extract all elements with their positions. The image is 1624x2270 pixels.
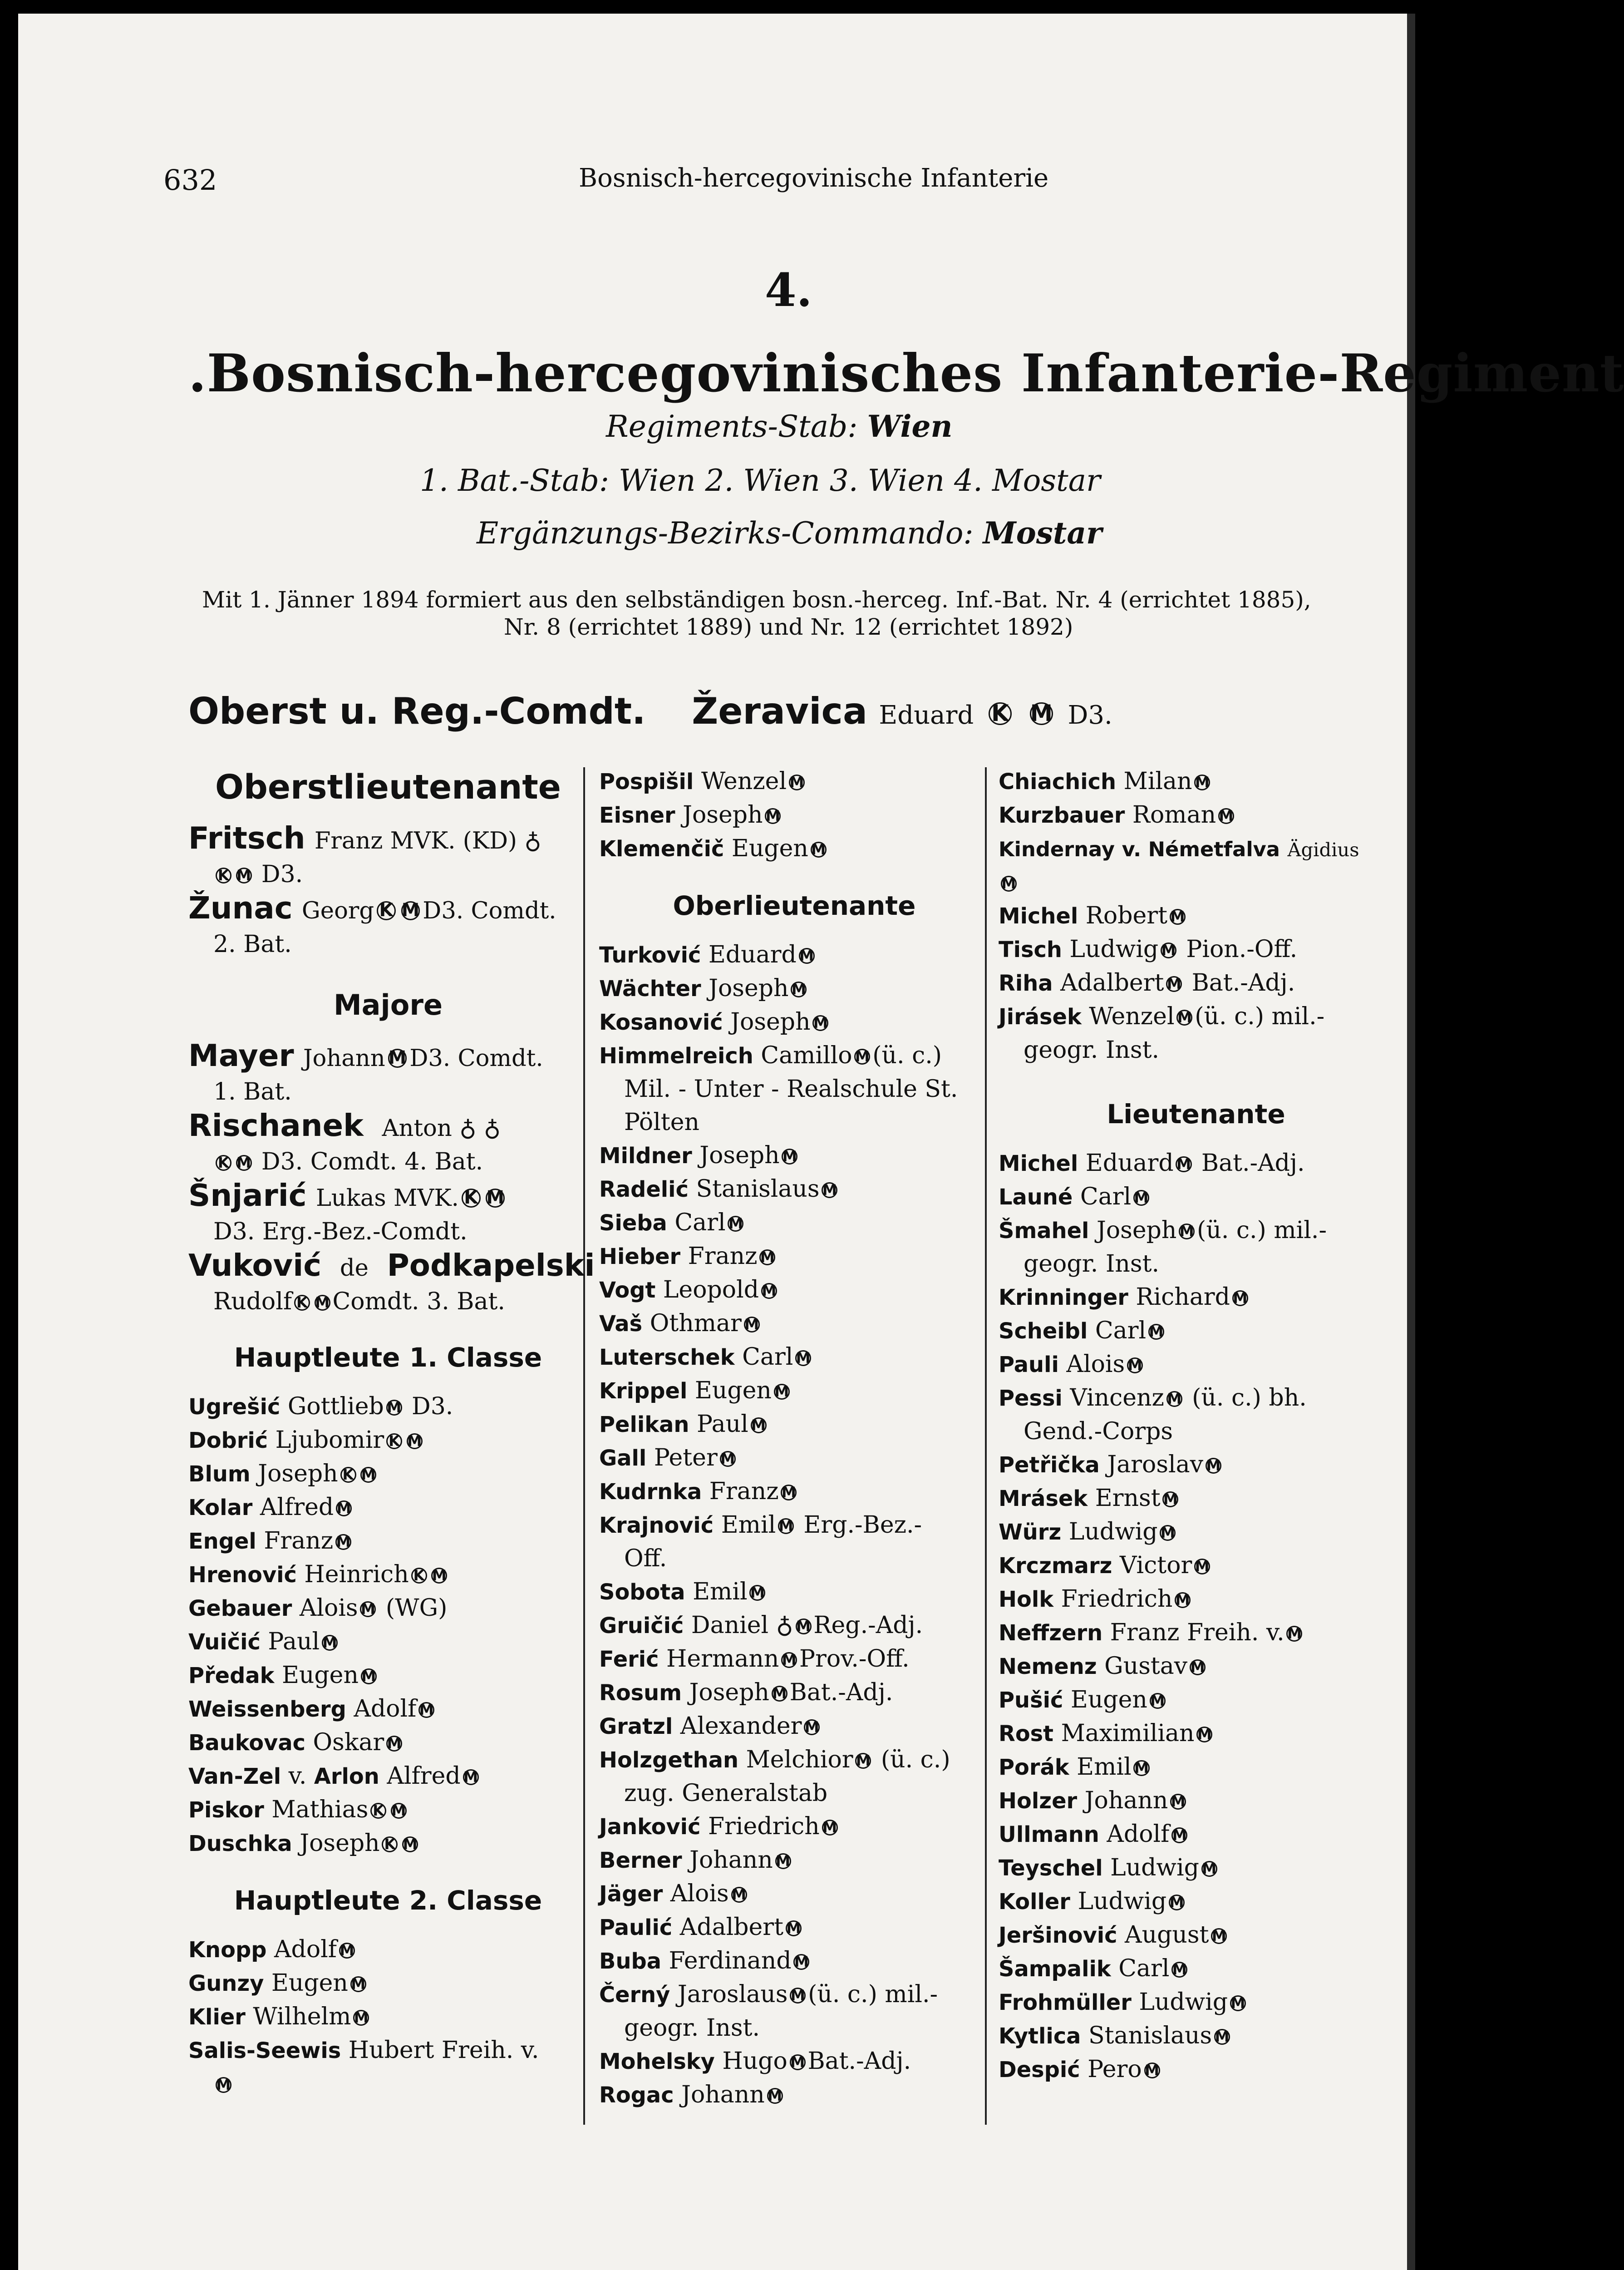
m-mark-icon: M <box>799 947 814 965</box>
m-mark-icon: M <box>789 774 804 791</box>
m-mark-icon: M <box>1160 1524 1175 1542</box>
list-item: Ferić Hermann M Prov.-Off. <box>599 1645 910 1673</box>
list-item: Turković Eduard M <box>599 941 814 968</box>
intro-line-1: Mit 1. Jänner 1894 formiert aus den selbständigen bosn.-herceg. Inf.-Bat. Nr. 4 (errichtet 1885), <box>202 587 1311 613</box>
stab-place: Wien <box>867 409 953 444</box>
m-mark-icon: M <box>822 1819 837 1836</box>
erg-commando <box>477 515 1102 551</box>
list-item: Rosum Joseph M Bat.-Adj. <box>599 1679 893 1706</box>
heading-lieutenante: Lieutenante <box>1107 1099 1285 1130</box>
list-item: Gebauer Alois M (WG) <box>188 1594 448 1622</box>
m-mark-icon: M <box>1179 1223 1194 1240</box>
list-item: Eisner Joseph M <box>599 801 780 829</box>
m-mark-icon: M <box>236 867 251 884</box>
m-mark-icon: M <box>750 1584 765 1602</box>
m-mark-icon: M <box>751 1416 766 1434</box>
list-item: Ugrešić Gottlieb M D3. <box>188 1393 453 1420</box>
regiment-number: 4. <box>765 263 812 317</box>
m-mark-icon: M <box>360 1600 375 1618</box>
list-item: Gratzl Alexander M <box>599 1712 819 1740</box>
list-item: Tisch Ludwig M Pion.-Off. <box>999 936 1298 963</box>
list-item: Pospišil Wenzel M <box>599 768 804 795</box>
m-mark-icon: M <box>1172 1961 1187 1979</box>
m-mark-icon: M <box>791 981 806 998</box>
k-mark-icon: K <box>382 1836 398 1852</box>
m-mark-icon: M <box>1145 2062 1160 2079</box>
list-item: Radelić Stanislaus M <box>599 1175 837 1203</box>
list-item-cont <box>999 866 1393 899</box>
list-item-cont: geogr. Inst. <box>1024 1250 1159 1278</box>
m-mark-icon: M <box>1195 1558 1210 1575</box>
list-item-cont: geogr. Inst. <box>624 2014 760 2042</box>
list-item: Holk Friedrich M <box>999 1585 1190 1613</box>
m-mark-icon: M <box>1161 942 1176 959</box>
list-item: Mayer Johann M D3. Comdt. <box>188 1038 543 1073</box>
list-item: Gunzy Eugen M <box>188 1969 366 1997</box>
heading-oberstlieutenante: Oberstlieutenante <box>215 768 561 807</box>
list-item-cont: K M D3. <box>188 859 588 890</box>
list-item: Kolar Alfred M <box>188 1494 351 1521</box>
m-mark-icon: M <box>1233 1289 1248 1307</box>
m-mark-icon: M <box>762 1282 777 1300</box>
list-item: Krczmarz Victor M <box>999 1552 1210 1579</box>
commander-line <box>188 690 1112 732</box>
list-item: Petřička Jaroslav M <box>999 1451 1221 1478</box>
commander-surname: Žeravica <box>692 690 867 732</box>
list-item: Weissenberg Adolf M <box>188 1695 434 1722</box>
m-mark-icon: M <box>1171 1793 1186 1811</box>
list-item: Jäger Alois M <box>599 1880 747 1907</box>
m-mark-icon: M <box>1206 1457 1221 1475</box>
heading-hauptleute-1: Hauptleute 1. Classe <box>234 1342 542 1373</box>
k-mark-icon: K <box>386 1433 402 1449</box>
list-item: Dobrić Ljubomir K M <box>188 1426 422 1454</box>
m-mark-icon: M <box>1219 807 1234 825</box>
list-item: Šnjarić Lukas MVK. K M <box>188 1178 504 1213</box>
list-item: Janković Friedrich M <box>599 1813 837 1840</box>
column-3 <box>999 765 1393 2087</box>
m-mark-icon: M <box>794 1953 809 1971</box>
m-mark-icon: M <box>1197 1726 1212 1743</box>
list-item: Ullmann Adolf M <box>999 1821 1187 1848</box>
m-mark-icon: M <box>856 1752 871 1770</box>
m-mark-icon: M <box>407 1432 422 1450</box>
m-mark-icon: M <box>776 1852 791 1870</box>
k-mark-icon: K <box>411 1568 427 1584</box>
list-item: Rischanek Anton ♁ ♁ <box>188 1108 501 1143</box>
m-mark-icon: M <box>463 1768 478 1786</box>
m-mark-icon: M <box>1170 908 1185 926</box>
m-mark-icon: M <box>1190 1658 1205 1676</box>
list-item: Knopp Adolf M <box>188 1936 354 1963</box>
m-mark-icon: M <box>432 1567 447 1584</box>
list-item: Kosanović Joseph M <box>599 1008 828 1036</box>
m-mark-icon: M <box>786 1920 801 1937</box>
list-item: Mildner Joseph M <box>599 1142 797 1169</box>
list-item: Vogt Leopold M <box>599 1276 777 1303</box>
m-mark-icon: M <box>387 1399 402 1416</box>
m-mark-icon: M <box>731 1886 747 1904</box>
m-mark-icon: M <box>391 1802 406 1820</box>
m-mark-icon: M <box>401 900 420 921</box>
m-mark-icon: M <box>768 2087 782 2105</box>
m-mark-icon: M <box>351 1975 366 1993</box>
list-item: Piskor Mathias K M <box>188 1796 406 1823</box>
commander-suffix: D3. <box>1068 701 1112 730</box>
m-mark-icon: M <box>1215 2028 1230 2046</box>
intro-line-2: Nr. 8 (errichtet 1889) und Nr. 12 (errichtet 1892) <box>504 614 1073 640</box>
list-item: Luterschek Carl M <box>599 1343 811 1371</box>
list-item: Žunac Georg K M D3. Comdt. <box>188 890 556 926</box>
m-mark-icon: M <box>796 1349 811 1367</box>
list-item-cont: Rudolf K M Comdt. 3. Bat. <box>213 1288 505 1315</box>
list-item-cont: D3. Erg.-Bez.-Comdt. <box>213 1218 468 1245</box>
list-item: Paulić Adalbert M <box>599 1914 801 1941</box>
list-item: Klemenčič Eugen M <box>599 835 826 862</box>
list-item: Pušić Eugen M <box>999 1686 1165 1713</box>
k-mark-icon: K <box>989 702 1012 725</box>
list-item: Michel Robert M <box>999 902 1185 929</box>
m-mark-icon: M <box>782 1148 797 1165</box>
bat-stab: 1. Bat.-Stab: Wien 2. Wien 3. Wien 4. Mostar <box>420 463 1101 498</box>
m-mark-icon: M <box>419 1701 434 1719</box>
list-item: Chiachich Milan M <box>999 768 1210 795</box>
list-item: Hieber Franz M <box>599 1243 775 1270</box>
list-item: Klier Wilhelm M <box>188 2003 369 2030</box>
list-item: Gruičić Daniel ♁ M Reg.-Adj. <box>599 1612 923 1639</box>
m-mark-icon: M <box>216 2076 231 2094</box>
list-item: Šampalik Carl M <box>999 1955 1187 1982</box>
m-mark-icon: M <box>774 1383 789 1401</box>
k-mark-icon: K <box>377 901 396 920</box>
list-item: Krippel Eugen M <box>599 1377 789 1404</box>
list-item: Šmahel Joseph M (ü. c.) mil.- <box>999 1217 1327 1244</box>
m-mark-icon: M <box>361 1668 376 1685</box>
list-item-cont: K M D3. Comdt. 4. Bat. <box>188 1146 588 1178</box>
heading-majore: Majore <box>333 988 443 1022</box>
column-1 <box>188 765 595 2101</box>
m-mark-icon: M <box>778 1517 793 1535</box>
m-mark-icon: M <box>781 1484 796 1501</box>
list-item: Michel Eduard M Bat.-Adj. <box>999 1150 1305 1177</box>
m-mark-icon: M <box>811 841 826 859</box>
m-mark-icon: M <box>1167 1390 1182 1408</box>
erg-label: Ergänzungs-Bezirks-Commando: <box>477 516 974 551</box>
list-item: Van-Zel v. Arlon Alfred M <box>188 1762 478 1790</box>
list-item: Pessi Vincenz M (ü. c.) bh. <box>999 1384 1307 1411</box>
m-mark-icon: M <box>1127 1357 1142 1374</box>
list-item: Pauli Alois M <box>999 1351 1142 1378</box>
m-mark-icon: M <box>354 2009 369 2027</box>
m-mark-icon: M <box>1134 1189 1149 1207</box>
k-mark-icon: K <box>370 1803 386 1819</box>
list-item: Pelikan Paul M <box>599 1411 766 1438</box>
list-item: Gall Peter M <box>599 1444 735 1471</box>
list-item: Wächter Joseph M <box>599 975 806 1002</box>
m-mark-icon: M <box>760 1248 775 1266</box>
list-item: Riha Adalbert M Bat.-Adj. <box>999 969 1295 997</box>
list-item: Mrásek Ernst M <box>999 1485 1178 1512</box>
list-item: Jirásek Wenzel M (ü. c.) mil.- <box>999 1003 1325 1030</box>
list-item: Launé Carl M <box>999 1183 1149 1210</box>
m-mark-icon: M <box>1175 1591 1190 1609</box>
list-item: Nemenz Gustav M <box>999 1653 1205 1680</box>
list-item: Rogac Johann M <box>599 2081 782 2108</box>
page-number: 632 <box>163 163 217 197</box>
list-item: Scheibl Carl M <box>999 1317 1164 1344</box>
list-item-cont: 2. Bat. <box>213 931 292 958</box>
list-item: Krajnović Emil M Erg.-Bez.- <box>599 1511 922 1539</box>
list-item: Hrenović Heinrich K M <box>188 1561 447 1588</box>
m-mark-icon: M <box>796 1618 811 1635</box>
list-item: Blum Joseph K M <box>188 1460 376 1487</box>
page <box>18 14 1624 2270</box>
list-item: Kindernay v. Németfalva Ägidius <box>999 837 1359 861</box>
m-mark-icon: M <box>336 1533 351 1551</box>
m-mark-icon: M <box>744 1316 759 1333</box>
list-item: Koller Ludwig M <box>999 1888 1184 1915</box>
m-mark-icon: M <box>1030 700 1053 727</box>
m-mark-icon: M <box>772 1685 787 1702</box>
list-item: Buba Ferdinand M <box>599 1947 809 1974</box>
m-mark-icon: M <box>340 1942 354 1959</box>
list-item: Sieba Carl M <box>599 1209 743 1236</box>
m-mark-icon: M <box>336 1500 351 1517</box>
list-item: Fritsch Franz MVK. (KD) ♁ <box>188 820 541 856</box>
m-mark-icon: M <box>1211 1927 1226 1945</box>
list-item-cont: geogr. Inst. <box>1024 1036 1159 1064</box>
m-mark-icon: M <box>765 807 780 825</box>
regiment-title: .Bosnisch-hercegovinisches Infanterie-Regiment <box>188 343 1624 404</box>
m-mark-icon: M <box>1177 1009 1192 1026</box>
list-item-cont: Gend.-Corps <box>1024 1418 1173 1445</box>
m-mark-icon: M <box>388 1047 407 1069</box>
list-item: Vuičić Paul M <box>188 1628 337 1655</box>
running-title: Bosnisch-hercegovinische Infanterie <box>579 163 1049 193</box>
regiments-stab <box>606 409 953 444</box>
list-item: Porák Emil M <box>999 1753 1149 1781</box>
heading-hauptleute-2: Hauptleute 2. Classe <box>234 1885 542 1916</box>
m-mark-icon: M <box>1166 975 1181 993</box>
m-mark-icon: M <box>1287 1625 1302 1643</box>
m-mark-icon: M <box>1202 1860 1217 1878</box>
m-mark-icon: M <box>361 1466 376 1484</box>
list-item: Würz Ludwig M <box>999 1518 1175 1545</box>
stab-label: Regiments-Stab: <box>606 409 858 444</box>
list-item: Holzer Johann M <box>999 1787 1186 1814</box>
list-item: Černý Jaroslaus M (ü. c.) mil.- <box>599 1981 938 2008</box>
m-mark-icon: M <box>315 1294 330 1312</box>
m-mark-icon: M <box>1150 1692 1165 1710</box>
m-mark-icon: M <box>782 1651 797 1669</box>
list-item: Mohelsky Hugo M Bat.-Adj. <box>599 2048 911 2075</box>
m-mark-icon: M <box>855 1048 870 1066</box>
list-item: Sobota Emil M <box>599 1578 765 1605</box>
m-mark-icon: M <box>1001 875 1016 893</box>
list-item-cont: Mil. - Unter - Realschule St. <box>624 1076 958 1103</box>
k-mark-icon: K <box>216 868 231 883</box>
list-item: Salis-Seewis Hubert Freih. v. <box>188 2037 539 2064</box>
m-mark-icon: M <box>236 1154 251 1172</box>
m-mark-icon: M <box>720 1450 735 1468</box>
list-item: Engel Franz M <box>188 1527 351 1554</box>
m-mark-icon: M <box>486 1187 504 1209</box>
erg-place: Mostar <box>983 515 1102 551</box>
list-item: Baukovac Oskar M <box>188 1729 402 1756</box>
list-item: Rost Maximilian M <box>999 1720 1212 1747</box>
list-item-cont <box>188 2068 588 2101</box>
list-item: Vaš Othmar M <box>599 1310 759 1337</box>
list-item: Berner Johann M <box>599 1846 791 1874</box>
m-mark-icon: M <box>1134 1759 1149 1777</box>
list-item: Kurzbauer Roman M <box>999 801 1234 829</box>
list-item: Neffzern Franz Freih. v. M <box>999 1619 1302 1646</box>
m-mark-icon: M <box>1176 1155 1191 1173</box>
m-mark-icon: M <box>387 1735 402 1752</box>
m-mark-icon: M <box>403 1836 418 1853</box>
list-item-cont: Pölten <box>624 1109 699 1136</box>
k-mark-icon: K <box>340 1467 356 1483</box>
list-item: Himmelreich Camillo M (ü. c.) <box>599 1042 942 1069</box>
m-mark-icon: M <box>822 1181 837 1199</box>
list-item: Jeršinović August M <box>999 1921 1226 1949</box>
list-item: Kudrnka Franz M <box>599 1478 796 1505</box>
k-mark-icon: K <box>462 1189 481 1208</box>
m-mark-icon: M <box>1149 1323 1164 1341</box>
list-item: Frohmüller Ludwig M <box>999 1989 1245 2016</box>
list-item-cont: Off. <box>624 1545 667 1572</box>
m-mark-icon: M <box>1195 774 1210 791</box>
m-mark-icon: M <box>813 1014 828 1032</box>
k-mark-icon: K <box>216 1155 231 1171</box>
column-2 <box>599 765 989 2112</box>
commander-rank: Oberst u. Reg.-Comdt. <box>188 690 646 732</box>
list-item: Kytlica Stanislaus M <box>999 2022 1230 2049</box>
list-item-cont: 1. Bat. <box>213 1078 292 1105</box>
heading-oberlieutenante: Oberlieutenante <box>673 890 916 921</box>
m-mark-icon: M <box>1169 1894 1184 1911</box>
list-item: Předak Eugen M <box>188 1662 376 1689</box>
list-item: Krinninger Richard M <box>999 1283 1248 1311</box>
list-item-cont: zug. Generalstab <box>624 1780 828 1807</box>
commander-given: Eduard <box>879 701 974 730</box>
m-mark-icon: M <box>790 2053 805 2071</box>
list-item: Duschka Joseph K M <box>188 1830 418 1857</box>
m-mark-icon: M <box>322 1634 337 1652</box>
m-mark-icon: M <box>1172 1826 1187 1844</box>
m-mark-icon: M <box>728 1215 743 1233</box>
list-item: Holzgethan Melchior M (ü. c.) <box>599 1746 950 1773</box>
m-mark-icon: M <box>1163 1490 1178 1508</box>
k-mark-icon: K <box>294 1295 310 1311</box>
m-mark-icon: M <box>790 1987 805 2004</box>
m-mark-icon: M <box>804 1718 819 1736</box>
list-item: Despić Pero M <box>999 2056 1160 2083</box>
list-item: Teyschel Ludwig M <box>999 1854 1217 1881</box>
m-mark-icon: M <box>1230 1994 1245 2012</box>
list-item: Vuković de Podkapelski <box>188 1248 595 1283</box>
